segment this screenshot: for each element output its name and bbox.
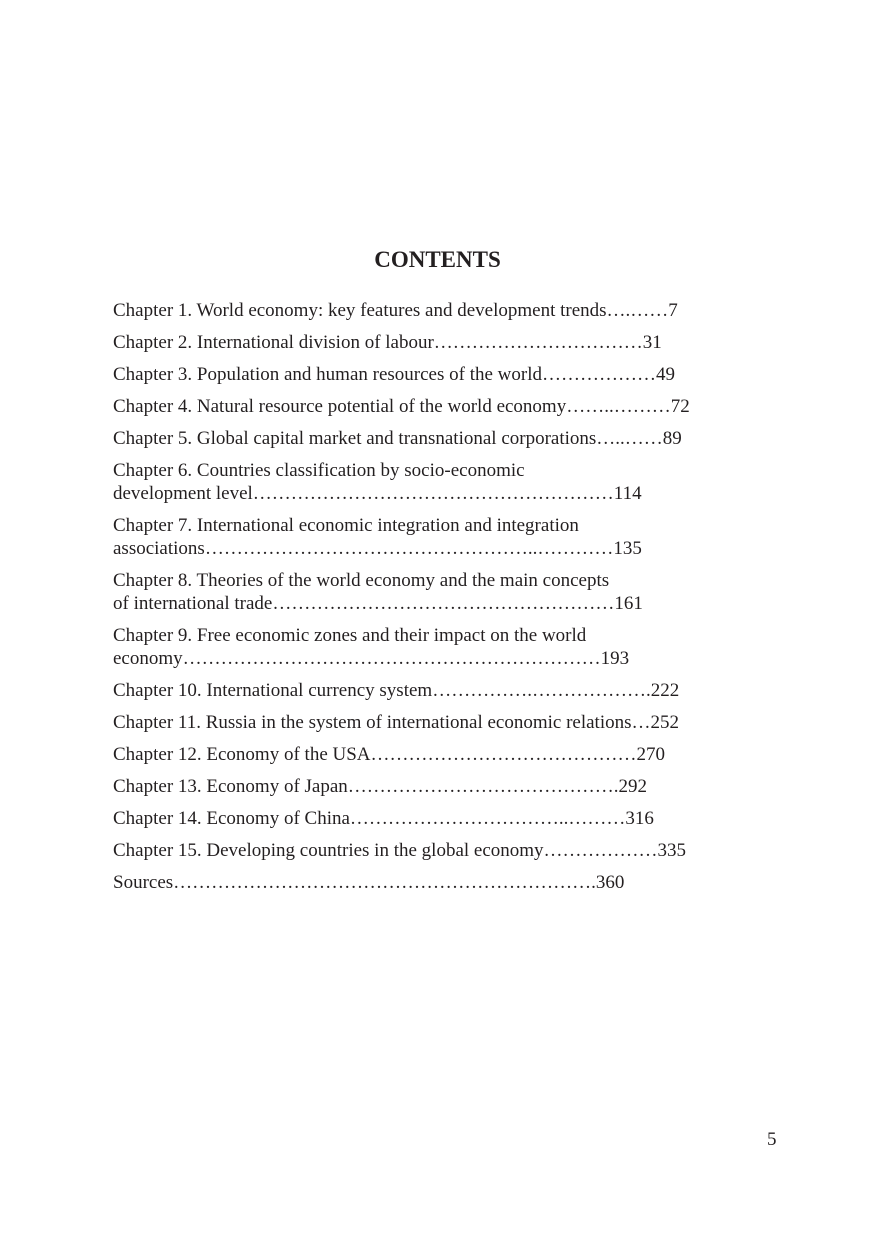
toc-entry-text: Sources………………………………………………………….360 (113, 872, 625, 893)
toc-entry-chapter-2[interactable] (113, 331, 753, 355)
toc-entry-chapter-12[interactable] (113, 743, 753, 767)
toc-entry-sources[interactable] (113, 871, 753, 895)
toc-entry-chapter-13[interactable] (113, 775, 753, 799)
toc-entry-text: Chapter 12. Economy of the USA……………………………………270 (113, 744, 666, 765)
toc-entry-chapter-15[interactable] (113, 839, 753, 863)
toc-entry-chapter-14[interactable] (113, 807, 753, 831)
toc-entry-chapter-1[interactable] (113, 299, 753, 323)
toc-entry-chapter-8[interactable] (113, 569, 753, 616)
toc-entry-text: Chapter 14. Economy of China……………………………..………316 (113, 808, 654, 829)
toc-entry-text: Chapter 10. International currency system…………….……………….222 (113, 680, 680, 701)
toc-entry-chapter-6[interactable] (113, 459, 753, 506)
toc-entry-text: Chapter 4. Natural resource potential of the world economy……..………72 (113, 396, 690, 417)
toc-entry-chapter-4[interactable] (113, 395, 753, 419)
page-number: 5 (767, 1129, 777, 1150)
toc-entry-text-line1: Chapter 6. Countries classification by socio-economic (113, 460, 525, 481)
toc-entry-chapter-10[interactable] (113, 679, 753, 703)
table-of-contents (113, 299, 753, 903)
toc-entry-text-line1: Chapter 7. International economic integration and integration (113, 515, 579, 536)
toc-entry-chapter-7[interactable] (113, 514, 753, 561)
page-title: CONTENTS (374, 247, 501, 272)
toc-entry-text: Chapter 15. Developing countries in the global economy………………335 (113, 840, 687, 861)
toc-entry-text-line2: of international trade………………………………………………161 (113, 593, 643, 614)
toc-entry-chapter-11[interactable] (113, 711, 753, 735)
toc-entry-text-line2: economy…………………………………………………………193 (113, 648, 630, 669)
toc-entry-text-line2: development level…………………………………………………114 (113, 483, 642, 504)
toc-entry-text-line1: Chapter 8. Theories of the world economy and the main concepts (113, 570, 610, 591)
toc-entry-text: Chapter 1. World economy: key features and development trends….……7 (113, 300, 678, 321)
toc-entry-chapter-3[interactable] (113, 363, 753, 387)
toc-entry-text: Chapter 2. International division of labour……………………………31 (113, 332, 662, 353)
toc-entry-text-line1: Chapter 9. Free economic zones and their impact on the world (113, 625, 587, 646)
toc-entry-text: Chapter 3. Population and human resources of the world………………49 (113, 364, 675, 385)
toc-entry-chapter-9[interactable] (113, 624, 753, 671)
toc-entry-text-line2: associations……………………………………………..…………135 (113, 538, 642, 559)
toc-entry-text: Chapter 11. Russia in the system of international economic relations…252 (113, 712, 680, 733)
toc-entry-text: Chapter 13. Economy of Japan…………………………………….292 (113, 776, 648, 797)
toc-entry-text: Chapter 5. Global capital market and transnational corporations…..……89 (113, 428, 682, 449)
toc-entry-chapter-5[interactable] (113, 427, 753, 451)
